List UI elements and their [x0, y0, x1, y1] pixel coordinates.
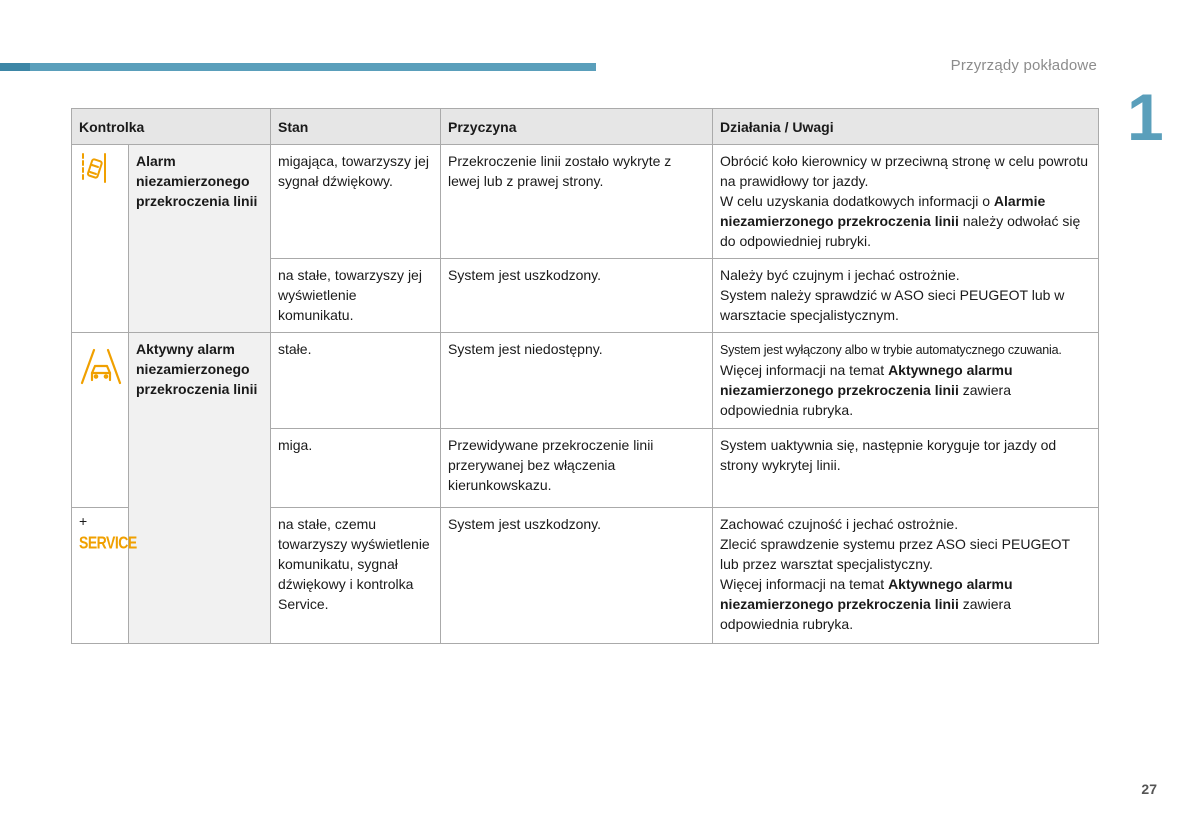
warning-name: Alarm niezamierzonego przekroczenia linii [129, 145, 271, 333]
state-cell: miga. [271, 429, 441, 508]
action-text: zawiera odpowiednia rubryka. [720, 382, 1011, 418]
cause-cell: System jest niedostępny. [441, 333, 713, 429]
action-bold-text: Alarmie niezamierzonego przekroczenia linii [720, 193, 1046, 229]
service-warning-icon: SERVICE [79, 532, 137, 552]
action-cell [713, 145, 1099, 259]
plus-sign: + [79, 513, 88, 529]
icon-cell [72, 508, 137, 644]
action-text: Więcej informacji na temat [720, 362, 889, 378]
cause-cell: System jest uszkodzony. [441, 508, 713, 644]
cause-cell: Przekroczenie linii zostało wykryte z lewej lub z prawej strony. [441, 145, 713, 259]
action-cell [713, 333, 1099, 429]
chapter-number: 1 [1127, 80, 1164, 154]
action-text: należy odwołać się do odpowiedniej rubryki. [720, 213, 1081, 249]
active-lane-keeping-icon [79, 347, 123, 387]
page-number: 27 [1141, 781, 1157, 797]
action-cell [713, 508, 1099, 644]
column-header-stan: Stan [271, 109, 441, 145]
action-text: Zachować czujność i jechać ostrożnie. [720, 516, 959, 532]
action-text: System uaktywnia się, następnie koryguje tor jazdy od strony wykrytej linii. [720, 437, 1057, 473]
warning-lights-table [71, 108, 1099, 644]
state-cell: migająca, towarzyszy jej sygnał dźwiękowy. [271, 145, 441, 259]
column-header-przyczyna: Przyczyna [441, 109, 713, 145]
icon-cell [72, 333, 129, 508]
action-cell [713, 429, 1099, 508]
lane-departure-warning-icon [79, 151, 109, 185]
icon-cell [72, 145, 129, 333]
cause-cell: System jest uszkodzony. [441, 259, 713, 333]
header-accent-bar [0, 63, 596, 71]
column-header-dzialania: Działania / Uwagi [713, 109, 1099, 145]
action-text: Obrócić koło kierownicy w przeciwną stronę w celu powrotu na prawidłowy tor jazdy. [720, 153, 1089, 189]
state-cell: na stałe, towarzyszy jej wyświetlenie komunikatu. [271, 259, 441, 333]
action-bold-text: Aktywnego alarmu niezamierzonego przekroczenia linii [720, 362, 1013, 398]
action-bold-text: Aktywnego alarmu niezamierzonego przekroczenia linii [720, 576, 1013, 612]
table-row [72, 145, 1099, 259]
section-title: Przyrządy pokładowe [950, 57, 1097, 74]
cause-cell: Przewidywane przekroczenie linii przerywanej bez włączenia kierunkowskazu. [441, 429, 713, 508]
action-text: Więcej informacji na temat [720, 576, 889, 592]
table-row [72, 333, 1099, 429]
state-cell: stałe. [271, 333, 441, 429]
action-text: Zlecić sprawdzenie systemu przez ASO sieci PEUGEOT lub przez warsztat specjalistyczny. [720, 536, 1070, 572]
column-header-kontrolka: Kontrolka [72, 109, 271, 145]
action-text: zawiera odpowiednia rubryka. [720, 596, 1011, 632]
state-cell: na stałe, czemu towarzyszy wyświetlenie komunikatu, sygnał dźwiękowy i kontrolka Service. [271, 508, 441, 644]
action-text: System należy sprawdzić w ASO sieci PEUGEOT lub w warsztacie specjalistycznym. [720, 287, 1065, 323]
warning-name: Aktywny alarm niezamierzonego przekroczenia linii [129, 333, 271, 644]
action-text: Należy być czujnym i jechać ostrożnie. [720, 267, 960, 283]
action-cell [713, 259, 1099, 333]
action-text: W celu uzyskania dodatkowych informacji o [720, 193, 994, 209]
table-header-row [72, 109, 1099, 145]
action-text: System jest wyłączony albo w trybie automatycznego czuwania. [720, 343, 1062, 357]
